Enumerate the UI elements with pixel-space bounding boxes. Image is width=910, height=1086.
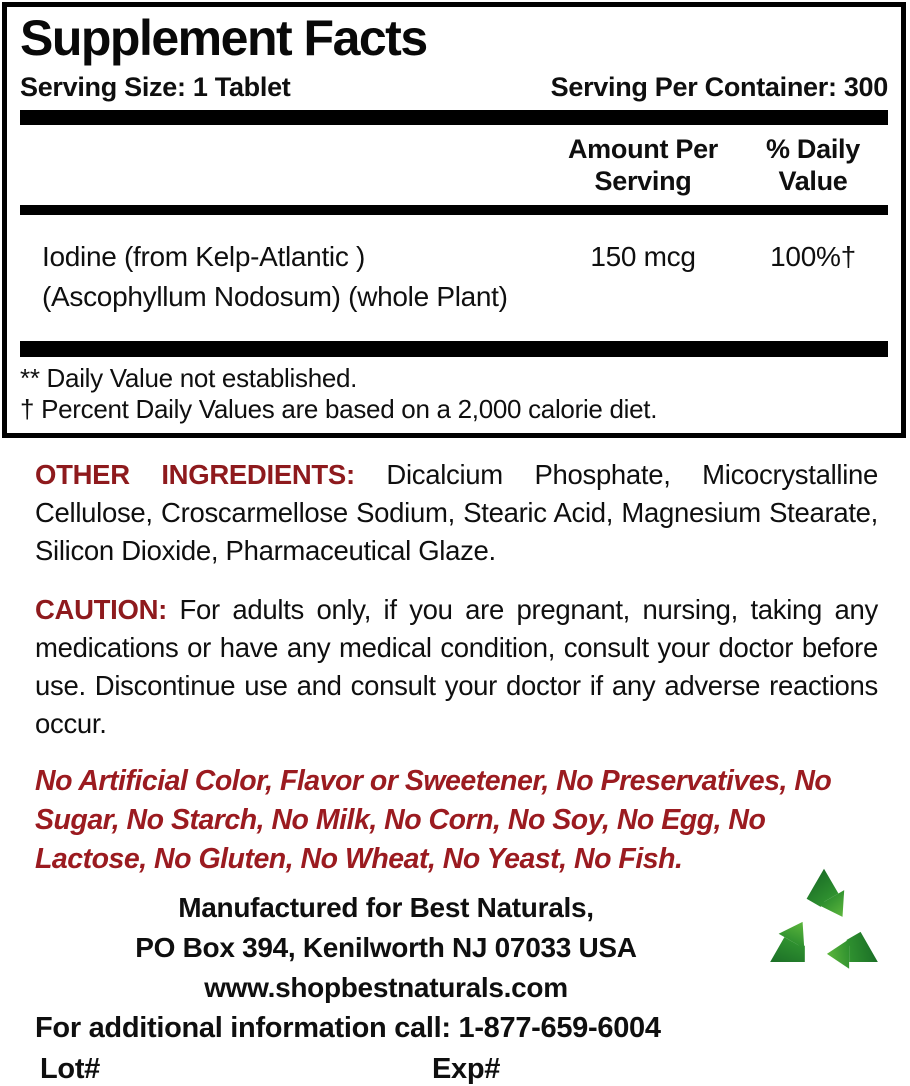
allergen-claims: No Artificial Color, Flavor or Sweetener, No Preservatives, No Sugar, No Starch, No Milk, No Corn, No Soy, No Egg, No Lactose, No Gluten, No Wheat, No Yeast, No Fish. <box>35 765 832 875</box>
manufacturer-block <box>0 888 772 1008</box>
servings-per-container: Serving Per Container: 300 <box>550 72 888 102</box>
caution-label: CAUTION: <box>35 594 168 625</box>
website-text: www.shopbestnaturals.com <box>204 972 568 1003</box>
manufacturer-line: Manufactured for Best Naturals, <box>178 892 594 923</box>
nutrient-amount: 150 mcg <box>590 241 696 272</box>
panel-title: Supplement Facts <box>20 10 427 66</box>
nutrient-name: Iodine (from Kelp-Atlantic ) (Ascophyllum Nodosum) (whole Plant) <box>42 241 508 312</box>
other-ingredients-paragraph <box>35 456 878 570</box>
manufacturer-address: PO Box 394, Kenilworth NJ 07033 USA <box>135 932 637 963</box>
caution-paragraph <box>35 591 878 743</box>
daily-value-header: % Daily Value <box>766 134 860 196</box>
divider-bar-top <box>20 110 888 125</box>
footnotes <box>20 357 888 427</box>
serving-size: Serving Size: 1 Tablet <box>20 72 291 102</box>
divider-bar-header <box>20 205 888 215</box>
lot-exp-row <box>40 1052 910 1086</box>
serving-info-row <box>20 71 888 110</box>
lot-label: Lot# <box>40 1053 101 1085</box>
footnote-percent-dv: † Percent Daily Values are based on a 2,000 calorie diet. <box>20 394 658 424</box>
other-ingredients-text: Dicalcium Phosphate, Micocrystalline Cellulose, Croscarmellose Sodium, Stearic Acid, Magnesium Stearate, Silicon Dioxide, Pharmaceutical Glaze. <box>35 459 878 566</box>
divider-bar-bottom <box>20 341 888 357</box>
other-ingredients-label: OTHER INGREDIENTS: <box>35 459 355 490</box>
nutrient-daily-value: 100%† <box>770 241 856 272</box>
footnote-daily-value: ** Daily Value not established. <box>20 363 358 393</box>
supplement-facts-panel <box>2 2 906 438</box>
exp-label: Exp# <box>432 1053 501 1085</box>
caution-text: For adults only, if you are pregnant, nursing, taking any medications or have any medical condition, consult your doctor before use. Discontinue use and consult your doctor if any adverse reactions occur. <box>35 594 878 739</box>
contact-info-line: For additional information call: 1-877-659-6004 <box>35 1012 661 1044</box>
column-headers <box>20 125 888 205</box>
amount-per-serving-header: Amount Per Serving <box>567 134 718 196</box>
recycle-icon <box>750 848 898 996</box>
table-row <box>20 215 888 341</box>
